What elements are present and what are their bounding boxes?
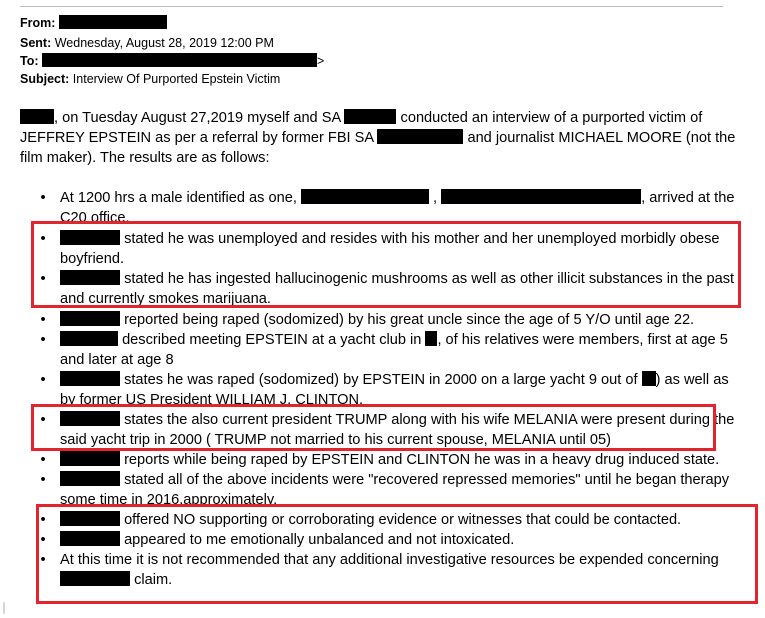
item-text: claim.: [134, 572, 173, 588]
item-text: At this time it is not recommended that any additional investigative resources be expended concerning: [60, 552, 719, 568]
highlight-box: [31, 404, 716, 451]
redaction-bar: [441, 189, 641, 204]
item-text: states the also current president TRUMP along with his wife MELANIA were present during the said yacht trip in 2000 ( TRUMP not married to his current spouse, MELANIA until 05): [60, 412, 735, 448]
highlight-box: [36, 504, 758, 604]
item-text: At 1200 hrs a male identified as one,: [60, 190, 297, 206]
redaction-bar: [425, 331, 437, 346]
highlight-box: [31, 221, 741, 308]
bullet-icon: •: [40, 552, 46, 568]
bullet-icon: •: [40, 271, 46, 287]
item-text: described meeting EPSTEIN at a yacht club in: [122, 332, 422, 348]
item-text: , of his relatives were members, first at age 5 and later at age 8: [60, 332, 728, 368]
item-text: reported being raped (sodomized) by his great uncle since the age of 5 Y/O until age 22.: [124, 312, 695, 328]
item-text: ) as well as by former US President WILLIAM J. CLINTON.: [60, 372, 729, 408]
intro-text: and journalist MICHAEL MOORE (not the film maker). The results are as follows:: [20, 130, 736, 166]
list-item: [40, 330, 740, 370]
bullet-icon: •: [40, 372, 46, 388]
bullet-icon: •: [40, 452, 46, 468]
subject-label: Subject:: [20, 72, 70, 86]
item-text: stated all of the above incidents were "recovered repressed memories" until he began therapy some time in 2016,approximately.: [60, 472, 730, 508]
bullet-icon: •: [40, 332, 46, 348]
item-text: , arrived at the C20 office.: [60, 190, 735, 226]
item-text: offered NO supporting or corroborating evidence or witnesses that could be contacted.: [124, 512, 682, 528]
redaction-bar: [642, 371, 656, 386]
item-text: reports while being raped by EPSTEIN and CLINTON he was in a heavy drug induced state.: [124, 452, 720, 468]
list-item: [40, 310, 740, 330]
bullet-icon: •: [40, 312, 46, 328]
bullet-icon: •: [40, 472, 46, 488]
intro-text: , on Tuesday August 27,2019 myself and SA: [54, 110, 341, 126]
redaction-bar: [60, 311, 120, 326]
item-text: appeared to me emotionally unbalanced and not intoxicated.: [124, 532, 515, 548]
redaction-bar: [60, 371, 120, 386]
redaction-bar: [301, 189, 429, 204]
bullet-icon: •: [40, 190, 46, 206]
to-label: To:: [20, 54, 39, 68]
intro-text: conducted an interview of a purported victim of JEFFREY EPSTEIN as per a referral by former FBI SA: [20, 110, 703, 146]
page-edge-mark: [3, 602, 5, 614]
subject-value: Interview Of Purported Epstein Victim: [72, 72, 281, 86]
item-text: stated he was unemployed and resides with his mother and her unemployed morbidly obese boyfriend.: [60, 231, 720, 267]
item-text: states he was raped (sodomized) by EPSTEIN in 2000 on a large yacht 9 out of: [124, 372, 638, 388]
to-suffix: >: [317, 54, 325, 68]
list-item: [40, 450, 740, 470]
bullet-icon: •: [40, 231, 46, 247]
item-text: stated he has ingested hallucinogenic mushrooms as well as other illicit substances in the past and currently smokes marijuana.: [60, 271, 735, 307]
item-text: ,: [433, 190, 438, 206]
redaction-bar: [60, 451, 120, 466]
bullet-icon: •: [40, 412, 46, 428]
sent-label: Sent:: [20, 36, 52, 50]
bullet-icon: •: [40, 532, 46, 548]
redaction-bar: [60, 471, 120, 486]
redaction-bar: [60, 331, 118, 346]
from-label: From:: [20, 16, 56, 30]
sent-value: Wednesday, August 28, 2019 12:00 PM: [54, 36, 274, 50]
bullet-icon: •: [40, 512, 46, 528]
